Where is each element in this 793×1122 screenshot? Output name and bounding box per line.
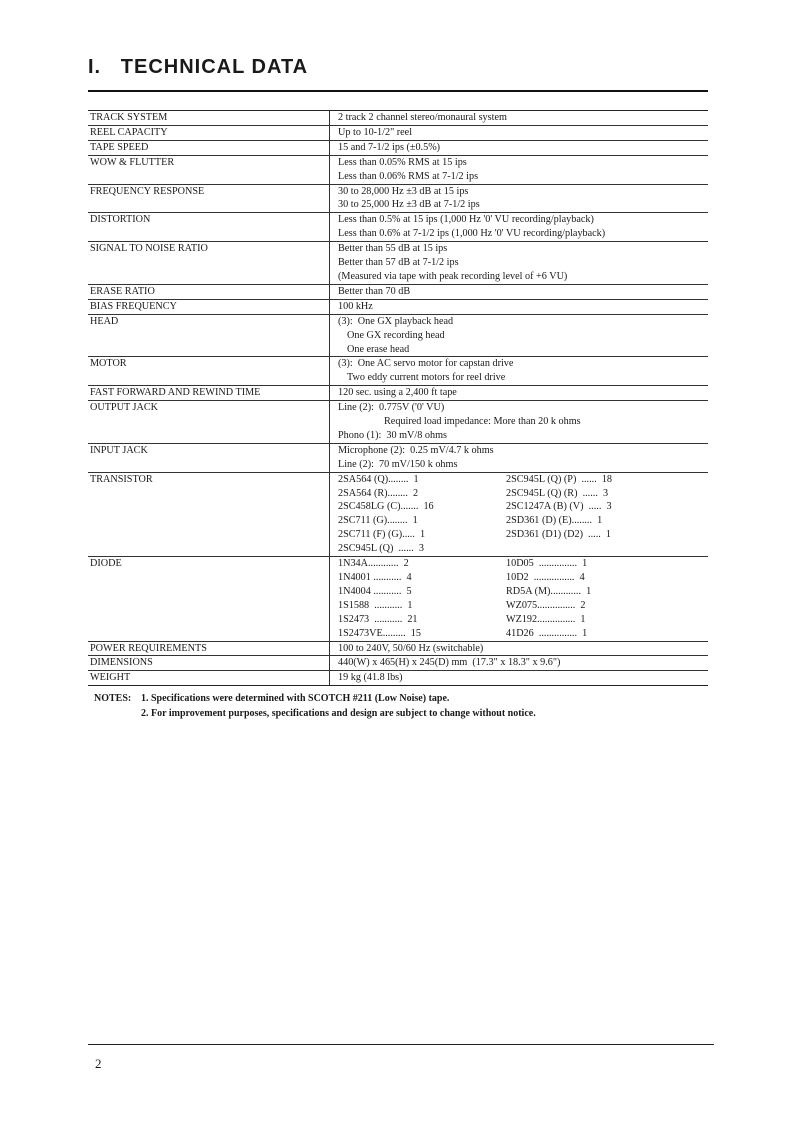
spec-value <box>329 213 708 241</box>
spec-value-line: 440(W) x 465(H) x 245(D) mm (17.3" x 18.3" x 9.6") <box>338 657 561 669</box>
spec-value <box>329 671 708 685</box>
note-text: 2. For improvement purposes, specifications and design are subject to change without notice. <box>141 708 536 719</box>
spec-value-line: 100 to 240V, 50/60 Hz (switchable) <box>338 642 484 654</box>
parts-grid <box>338 557 708 640</box>
spec-label: POWER REQUIREMENTS <box>90 642 207 654</box>
spec-value-line: One erase head <box>347 343 410 355</box>
spec-label: OUTPUT JACK <box>90 402 159 414</box>
spec-row <box>88 557 708 641</box>
spec-value-line: One GX recording head <box>347 329 445 341</box>
spec-label: WEIGHT <box>90 672 131 684</box>
spec-value <box>329 111 708 125</box>
page-title <box>88 56 308 79</box>
spec-label: REEL CAPACITY <box>90 126 168 138</box>
section-title: TECHNICAL DATA <box>120 56 309 78</box>
spec-row <box>88 357 708 386</box>
spec-value-line: 30 to 28,000 Hz ±3 dB at 15 ips <box>338 185 469 197</box>
spec-value <box>329 242 708 284</box>
spec-value-line: Line (2): 0.775V ('0' VU) <box>338 402 445 414</box>
part-count-entry: 2SC458LG (C)....... 16 <box>338 501 434 513</box>
part-count-entry: 10D05 ............... 1 <box>506 558 588 570</box>
spec-row <box>88 315 708 358</box>
spec-value-line: Less than 0.5% at 15 ips (1,000 Hz '0' VU recording/playback) <box>338 214 594 226</box>
part-count-entry: 2SC1247A (B) (V) ..... 3 <box>506 501 612 513</box>
part-count-entry: WZ075............... 2 <box>506 599 586 611</box>
part-count-entry: RD5A (M)............ 1 <box>506 585 592 597</box>
spec-value-line: Better than 57 dB at 7-1/2 ips <box>338 257 459 269</box>
spec-label: FREQUENCY RESPONSE <box>90 185 205 197</box>
part-count-entry: 1N34A............ 2 <box>338 558 409 570</box>
spec-label: HEAD <box>90 315 119 327</box>
parts-grid <box>338 473 708 556</box>
footer-rule <box>88 1044 714 1045</box>
spec-label: DIMENSIONS <box>90 657 153 669</box>
spec-label: ERASE RATIO <box>90 285 155 297</box>
spec-value <box>329 401 708 443</box>
spec-value-line: (3): One AC servo motor for capstan drive <box>338 358 514 370</box>
part-count-entry: 2SA564 (Q)........ 1 <box>338 473 419 485</box>
spec-row <box>88 642 708 657</box>
spec-row <box>88 185 708 214</box>
part-count-entry: 1S2473VE......... 15 <box>338 627 421 639</box>
notes-label <box>94 706 141 721</box>
part-count-entry <box>506 542 656 556</box>
part-count-entry: 1N4001 ........... 4 <box>338 572 412 583</box>
spec-value-line: 15 and 7-1/2 ips (±0.5%) <box>338 141 441 153</box>
note-row <box>94 691 536 706</box>
part-count-entry: 10D2 ................ 4 <box>506 572 585 583</box>
spec-row <box>88 156 708 185</box>
spec-label: DIODE <box>90 558 122 570</box>
part-count-entry: 1S1588 ........... 1 <box>338 599 413 611</box>
spec-value <box>329 300 708 314</box>
part-count-entry: 2SD361 (D) (E)........ 1 <box>506 515 603 527</box>
spec-row <box>88 285 708 300</box>
part-count-entry: 1S2473 ........... 21 <box>338 613 418 625</box>
spec-row <box>88 213 708 242</box>
spec-value <box>329 315 708 357</box>
spec-value-line: Line (2): 70 mV/150 k ohms <box>338 458 458 470</box>
spec-value <box>329 285 708 299</box>
spec-label: SIGNAL TO NOISE RATIO <box>90 243 208 255</box>
part-count-entry: 2SC945L (Q) (R) ...... 3 <box>506 487 609 499</box>
spec-row <box>88 126 708 141</box>
spec-value <box>329 357 708 385</box>
spec-row <box>88 656 708 671</box>
part-count-entry: 2SC945L (Q) ...... 3 <box>338 543 424 555</box>
spec-value <box>329 444 708 472</box>
spec-value-line: Less than 0.05% RMS at 15 ips <box>338 156 467 168</box>
spec-value-line: (3): One GX playback head <box>338 315 454 327</box>
spec-value-line: Less than 0.06% RMS at 7-1/2 ips <box>338 170 479 182</box>
spec-label: BIAS FREQUENCY <box>90 300 177 312</box>
spec-value-line: Better than 55 dB at 15 ips <box>338 243 448 255</box>
part-count-entry: WZ192............... 1 <box>506 613 586 625</box>
spec-value <box>329 656 708 670</box>
spec-label: INPUT JACK <box>90 444 148 456</box>
part-count-entry: 2SC945L (Q) (P) ...... 18 <box>506 473 613 485</box>
spec-row <box>88 444 708 473</box>
spec-row <box>88 141 708 156</box>
notes-section <box>94 691 536 721</box>
title-rule <box>88 90 708 92</box>
spec-value-line: Better than 70 dB <box>338 285 411 297</box>
spec-value-line: 120 sec. using a 2,400 ft tape <box>338 387 457 399</box>
spec-value <box>329 473 708 556</box>
part-count-entry: 2SC711 (G)........ 1 <box>338 515 418 527</box>
spec-table <box>88 110 708 686</box>
spec-value-line: 19 kg (41.8 lbs) <box>338 672 403 684</box>
spec-value-line: 30 to 25,000 Hz ±3 dB at 7-1/2 ips <box>338 199 480 211</box>
spec-value-line: Less than 0.6% at 7-1/2 ips (1,000 Hz '0' VU recording/playback) <box>338 228 606 240</box>
spec-row <box>88 671 708 685</box>
spec-value-line: 2 track 2 channel stereo/monaural system <box>338 112 507 123</box>
spec-label: WOW & FLUTTER <box>90 156 175 168</box>
spec-label: TRACK SYSTEM <box>90 112 168 123</box>
spec-value <box>329 557 708 640</box>
spec-row <box>88 386 708 401</box>
spec-value-line: 100 kHz <box>338 300 373 312</box>
spec-row <box>88 242 708 285</box>
spec-value <box>329 386 708 400</box>
spec-label: FAST FORWARD AND REWIND TIME <box>90 387 261 399</box>
spec-label: TRANSISTOR <box>90 473 153 485</box>
part-count-entry: 2SD361 (D1) (D2) ..... 1 <box>506 529 611 541</box>
spec-row <box>88 111 708 126</box>
part-count-entry: 2SA564 (R)........ 2 <box>338 487 419 499</box>
spec-value-line: Required load impedance: More than 20 k ohms <box>384 416 581 428</box>
spec-value-line: (Measured via tape with peak recording level of +6 VU) <box>338 270 568 282</box>
spec-value-line: Two eddy current motors for reel drive <box>347 372 506 384</box>
spec-value <box>329 185 708 213</box>
part-count-entry: 41D26 ............... 1 <box>506 627 588 639</box>
spec-value <box>329 156 708 184</box>
spec-label: MOTOR <box>90 358 127 370</box>
spec-value-line: Up to 10-1/2" reel <box>338 126 413 138</box>
spec-row <box>88 401 708 444</box>
spec-row <box>88 473 708 557</box>
note-row <box>94 706 536 721</box>
spec-label: TAPE SPEED <box>90 141 149 153</box>
page-number: 2 <box>95 1056 102 1071</box>
spec-value <box>329 141 708 155</box>
note-text: 1. Specifications were determined with SCOTCH #211 (Low Noise) tape. <box>141 693 450 704</box>
spec-value-line: Microphone (2): 0.25 mV/4.7 k ohms <box>338 444 494 456</box>
spec-value <box>329 642 708 656</box>
spec-row <box>88 300 708 315</box>
part-count-entry: 2SC711 (F) (G)..... 1 <box>338 529 426 541</box>
spec-label: DISTORTION <box>90 214 151 226</box>
spec-value-line: Phono (1): 30 mV/8 ohms <box>338 429 447 441</box>
section-number: I. <box>88 56 102 78</box>
spec-value <box>329 126 708 140</box>
notes-label: NOTES: <box>94 693 132 704</box>
part-count-entry: 1N4004 ........... 5 <box>338 585 412 597</box>
